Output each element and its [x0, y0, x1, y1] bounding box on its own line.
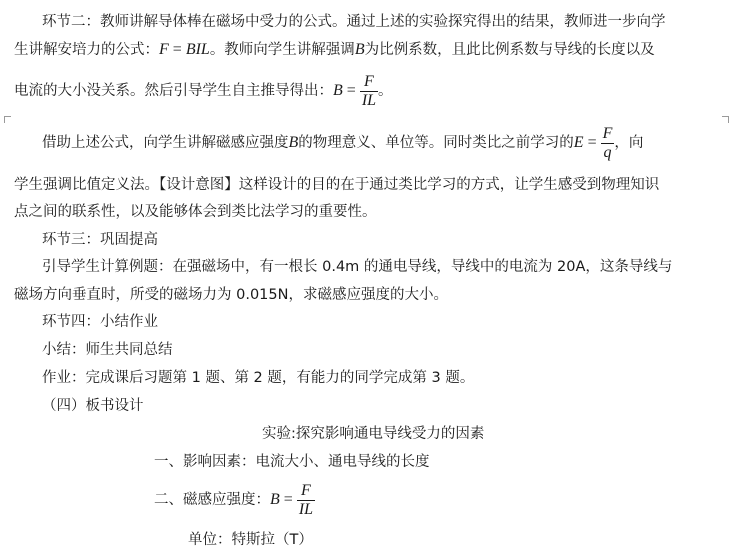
p2-line3: 点之间的联系性，以及能够体会到类比法学习的重要性。	[14, 204, 377, 220]
board-title: 实验:探究影响通电导线受力的因素	[262, 426, 485, 442]
section3-line2: 磁场方向垂直时，所受的磁场力为 0.015N，求磁感应强度的大小。	[14, 287, 448, 303]
section4-homework: 作业：完成课后习题第 1 题、第 2 题，有能力的同学完成第 3 题。	[42, 370, 475, 386]
frac-lhs-B: B	[333, 82, 343, 99]
p1-line2-c: 为比例系数，且此比例系数与导线的长度以及	[364, 42, 655, 58]
frac-numerator: F	[297, 482, 315, 501]
section3-heading: 环节三：巩固提高	[42, 232, 158, 248]
p2-line1-b: 的物理意义、单位等。同时类比之前学习的	[298, 135, 574, 151]
section4-heading: 环节四：小结作业	[42, 314, 158, 330]
board-item2-label: 二、磁感应强度：	[154, 492, 270, 508]
frac-denominator: q	[603, 143, 612, 161]
p1-line3-a: 电流的大小没关系。然后引导学生自主推导得出：	[14, 83, 333, 99]
p1-line1: 环节二：教师讲解导体棒在磁场中受力的公式。通过上述的实验探究得出的结果，教师进一步向学	[42, 14, 666, 30]
p2-line2: 学生强调比值定义法。【设计意图】这样设计的目的在于通过类比学习的方式，让学生感受到物理知识	[14, 177, 660, 193]
p2-line1-a: 借助上述公式，向学生讲解磁感应强度	[42, 135, 289, 151]
p1-line2	[14, 40, 655, 60]
p1-line2-a: 生讲解安培力的公式：	[14, 42, 159, 58]
paragraph-corner-mark	[722, 116, 729, 123]
frac-numerator: F	[360, 73, 378, 92]
fraction-F-over-q	[601, 125, 615, 162]
var-B: B	[288, 134, 299, 151]
frac-denominator: IL	[298, 500, 314, 518]
p2-line1-c: ，向	[614, 135, 644, 151]
section3-line1: 引导学生计算例题：在强磁场中，有一根长 0.4m 的通电导线，导线中的电流为 20A，这条导线与	[42, 259, 673, 275]
formula-BIL: BIL	[185, 41, 210, 58]
board-unit: 单位：特斯拉（T）	[188, 532, 313, 548]
frac-lhs-B: B	[270, 491, 280, 508]
board-item1: 一、影响因素：电流大小、通电导线的长度	[154, 454, 430, 470]
board-item2: 二、磁感应强度：B = $\frac{F}{IL}$	[154, 481, 314, 518]
paragraph-corner-mark	[4, 116, 11, 123]
frac-denominator: IL	[361, 91, 377, 109]
var-B: B	[354, 41, 365, 58]
fraction-F-over-IL	[297, 482, 315, 519]
fraction-F-over-IL	[360, 73, 378, 110]
board-heading: （四）板书设计	[42, 398, 144, 414]
frac-lhs-E: E	[573, 134, 584, 151]
formula-F: F	[159, 41, 169, 58]
section4-summary: 小结：师生共同总结	[42, 342, 173, 358]
p1-line3: 电流的大小没关系。然后引导学生自主推导得出：B = $\frac{F}{IL}$ 。	[14, 72, 393, 109]
p1-line2-b: 。教师向学生讲解强调	[209, 42, 355, 58]
formula-equals: =	[168, 41, 186, 58]
p1-line3-end: 。	[378, 83, 393, 99]
frac-numerator: F	[602, 124, 613, 142]
p2-line1: 借助上述公式，向学生讲解磁感应强度B的物理意义、单位等。同时类比之前学习的E = $\frac{F}{q}$ ，向	[42, 124, 644, 161]
